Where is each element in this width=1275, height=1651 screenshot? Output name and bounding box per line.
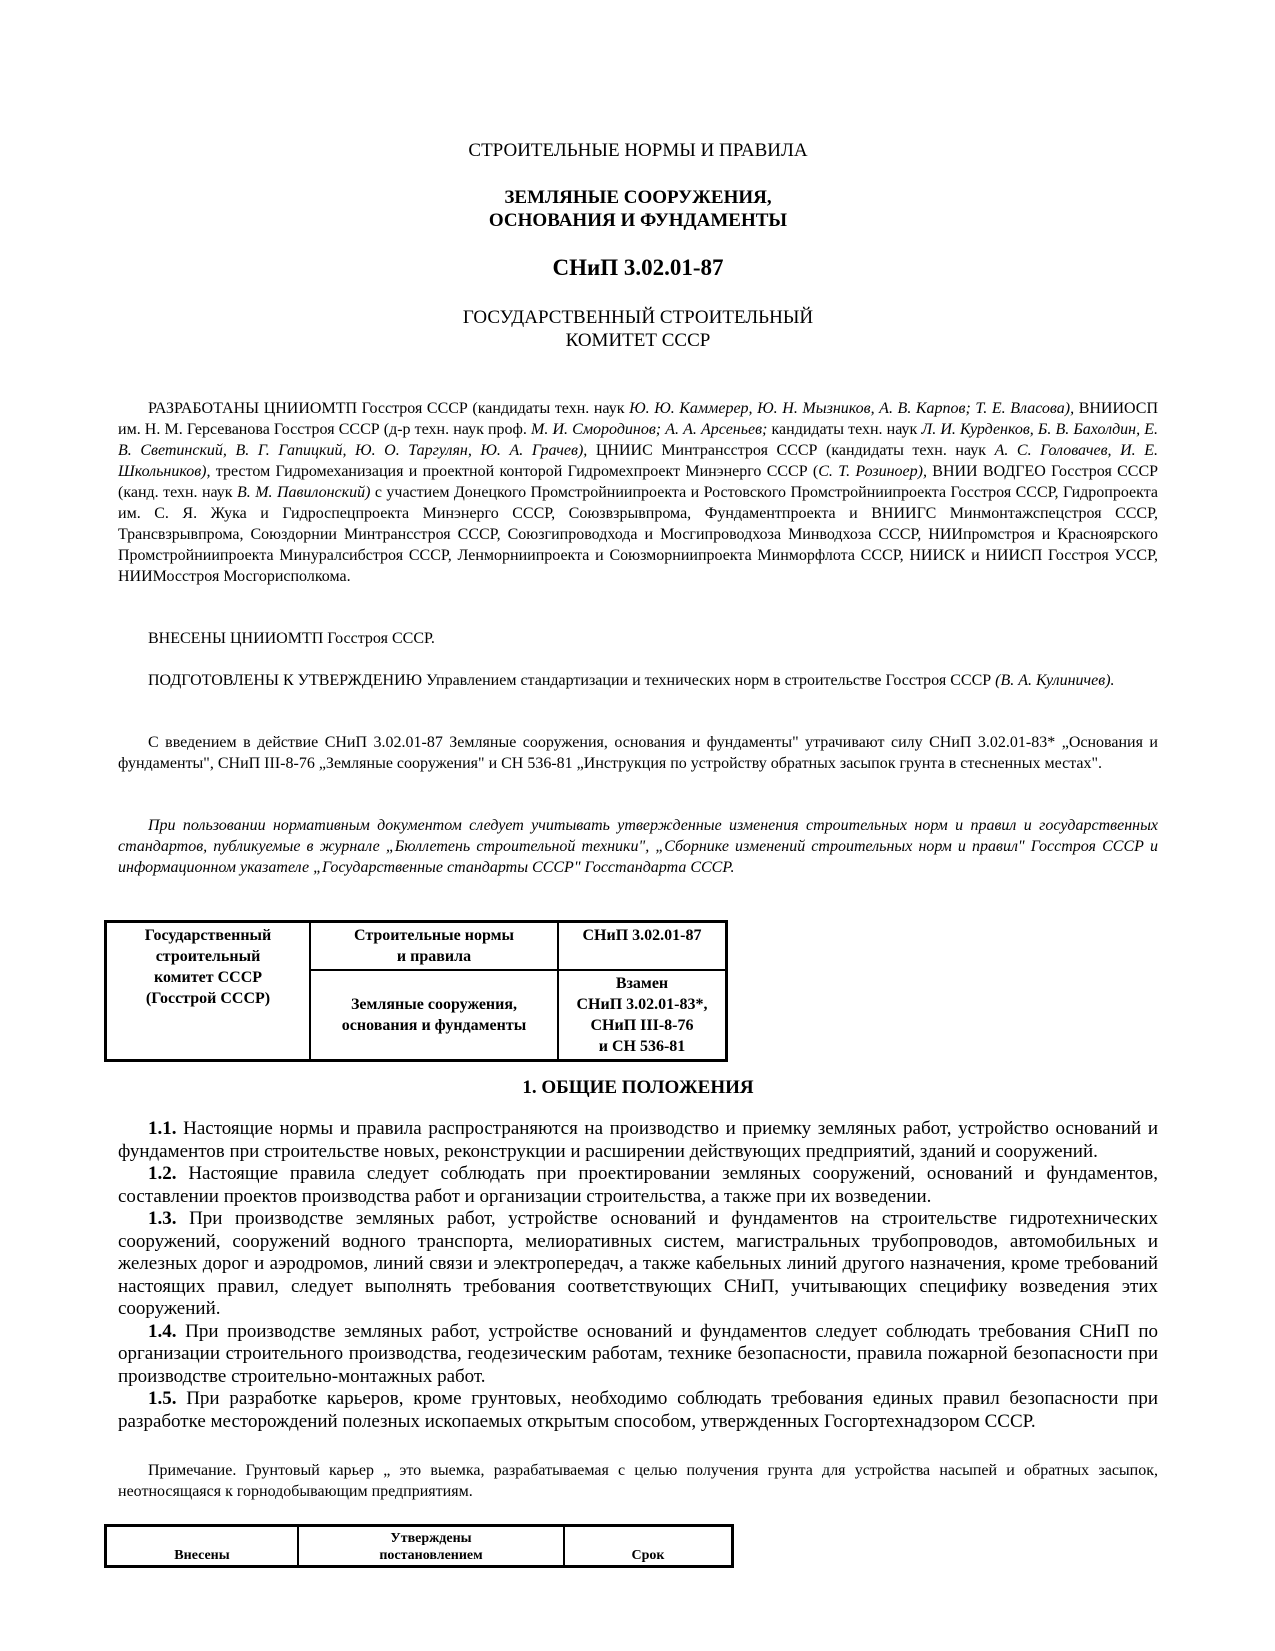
cell-line: и правила	[396, 948, 472, 965]
text-run: РАЗРАБОТАНЫ ЦНИИОМТП Госстроя СССР (кандидаты техн. наук	[148, 400, 630, 417]
prepared-by-paragraph	[118, 670, 1158, 691]
document-header-table	[104, 920, 728, 1062]
introduced-column: Внесены	[106, 1526, 299, 1567]
text-run: ПОДГОТОВЛЕНЫ К УТВЕРЖДЕНИЮ Управлением стандартизации и технических норм в строительстве Госстроя СССР	[148, 672, 996, 689]
text-run: с участием Донецкого Промстройниипроекта и Ростовского Промстройниипроекта Госстроя СССР, Гидропроекта им. С. Я. Жука и Гидроспецпроекта Минэнерго СССР, Союзвзрывпрома, Фундаментпроекта и ВНИИГС Минмонтажспецстроя СССР, Трансвзрывпрома, Союздорнии Минтрансстроя СССР, Союзгипроводхода и Мосгипроводхоза Минводхоза СССР, НИИпромстроя и Красноярского Промстройниипроекта Минуралсибстроя СССР, Ленморниипроекта и Союзморниипроекта Минморфлота СССР, НИИСК и НИИСП Госстроя УССР, НИИМосстроя Мосгорисполкома.	[118, 484, 1159, 585]
author-names: Л. И. Курденков, Б. В. Бахолдин, Е. В. Светинский, В. Г. Гапицкий, Ю. О. Таргулян, Ю. А. Грачев),	[118, 421, 1159, 459]
cell-line: СНиП 3.02.01-83*,	[576, 996, 708, 1013]
intro-paragraph: С введением в действие СНиП 3.02.01-87 Земляные сооружения, основания и фундаменты" утрачивают силу СНиП 3.02.01-83* „Основания и фундаменты", СНиП III-8-76 „Земляные сооружения" и СН 536-81 „Инструкция по устройству обратных засыпок грунта в стесненных местах".	[118, 734, 1158, 772]
doc-title-cell	[310, 970, 558, 1061]
clause-number: 1.3.	[148, 1208, 177, 1229]
cell-line: (Госстрой СССР)	[145, 990, 271, 1007]
clause-number: 1.2.	[148, 1163, 177, 1184]
text-run: кандидаты техн. наук	[767, 421, 922, 438]
developed-by-paragraph	[118, 398, 1158, 587]
cell-line: Строительные нормы	[354, 927, 514, 944]
cell-line: основания и фундаменты	[341, 1017, 527, 1034]
clause-text: При производстве земляных работ, устройстве оснований и фундаментов на строительстве гидротехнических сооружений, сооружений водного транспорта, мелиоративных систем, магистральных трубопроводов, автомобильных и железных дорог и аэродромов, линий связи и электропередач, а также кабельных линий другого назначения, кроме требований настоящих правил, следует выполнять требования соответствующих СНиП, учитывающих специфику возведения этих сооружений.	[118, 1208, 1158, 1319]
cell-line: Государственный	[144, 927, 272, 944]
document-title-line: ОСНОВАНИЯ И ФУНДАМЕНТЫ	[488, 210, 788, 231]
document-code: СНиП 3.02.01-87	[552, 255, 724, 280]
cell-line: постановлением	[379, 1548, 483, 1563]
clause-text: При производстве земляных работ, устройстве оснований и фундаментов следует соблюдать требования СНиП по организации строительного производства, геодезическим работам, технике безопасности, правила пожарной безопасности при производстве строительно-монтажных работ.	[118, 1320, 1158, 1387]
committee-title	[118, 306, 1158, 352]
author-names: М. И. Смородинов; А. А. Арсеньев;	[531, 421, 768, 438]
text-run: ЦНИИС Минтрансстроя СССР (кандидаты техн. наук	[587, 442, 995, 459]
clause	[118, 1208, 1158, 1321]
clause-text: Настоящие нормы и правила распространяются на производство и приемку земляных работ, устройство оснований и фундаментов при строительстве новых, реконструкции и расширении действующих предприятий, зданий и сооружений.	[118, 1118, 1158, 1162]
clause-number: 1.5.	[148, 1388, 177, 1409]
approved-column	[298, 1526, 564, 1567]
doc-type-cell	[310, 922, 558, 971]
cell-line: Земляные сооружения,	[350, 996, 518, 1013]
clause-number: 1.4.	[148, 1320, 177, 1342]
clause-number: 1.1.	[148, 1118, 177, 1139]
cell-line: СНиП III-8-76	[590, 1017, 694, 1034]
cell-line: Взамен	[615, 975, 669, 992]
cell-line: Утверждены	[390, 1531, 472, 1546]
document-title	[118, 186, 1158, 232]
text-run: ВНИИОСП им. Н. М. Герсеванова Госстроя СССР (д-р техн. наук проф.	[118, 400, 1159, 438]
author-names: А. С. Головачев, И. Е. Школьников),	[118, 442, 1158, 480]
note-paragraph: Примечание. Грунтовый карьер „ это выемка, разрабатываемая с целью получения грунта для устройства насыпей и обратных засыпок, неотносящаяся к горнодобывающим предприятиям.	[118, 1462, 1158, 1500]
clauses-list	[118, 1118, 1158, 1433]
text-run: трестом Гидромеханизация и проектной конторой Гидромехпроект Минэнерго СССР (	[210, 463, 819, 480]
author-names: С. Т. Розиноер),	[818, 463, 927, 480]
term-column: Срок	[564, 1526, 733, 1567]
section-heading: 1. ОБЩИЕ ПОЛОЖЕНИЯ	[522, 1077, 754, 1098]
clause	[118, 1163, 1158, 1208]
document-title-line: ЗЕМЛЯНЫЕ СООРУЖЕНИЯ,	[504, 187, 772, 208]
clause	[118, 1321, 1158, 1389]
author-names: В. М. Павилонский)	[237, 484, 371, 501]
clause-text: Настоящие правила следует соблюдать при проектировании земляных сооружений, оснований и фундаментов, составлении проектов производства работ и организации строительства, а также при их возведении.	[118, 1163, 1158, 1207]
cell-line: и СН 536-81	[598, 1038, 686, 1055]
committee-line: ГОСУДАРСТВЕННЫЙ СТРОИТЕЛЬНЫЙ	[462, 307, 814, 328]
clause	[118, 1388, 1158, 1433]
norms-title: СТРОИТЕЛЬНЫЕ НОРМЫ И ПРАВИЛА	[468, 140, 808, 161]
clause	[118, 1118, 1158, 1163]
cell-line: комитет СССР	[153, 969, 263, 986]
author-names: (В. А. Кулиничев).	[995, 672, 1115, 689]
committee-line: КОМИТЕТ СССР	[565, 330, 711, 351]
approval-footer-table	[104, 1524, 734, 1568]
author-names: Ю. Ю. Каммерер, Ю. Н. Мызников, А. В. Карпов; Т. Е. Власова),	[629, 400, 1075, 417]
replaces-cell	[558, 970, 727, 1061]
clause-text: При разработке карьеров, кроме грунтовых, необходимо соблюдать требования единых правил безопасности при разработке месторождений полезных ископаемых открытым способом, утвержденных Госгортехнадзором СССР.	[118, 1388, 1158, 1432]
code-cell: СНиП 3.02.01-87	[558, 922, 727, 971]
org-cell	[106, 922, 311, 1061]
text-run: ВНИИ ВОДГЕО Госстроя СССР (канд. техн. наук	[118, 463, 1159, 501]
usage-note-paragraph: При пользовании нормативным документом следует учитывать утвержденные изменения строительных норм и правил и государственных стандартов, публикуемые в журнале „Бюллетень строительной техники", „Сборнике изменений строительных норм и правил" Госстроя СССР и информационном указателе „Государственные стандарты СССР" Госстандарта СССР.	[118, 817, 1158, 876]
introduced-by-paragraph: ВНЕСЕНЫ ЦНИИОМТП Госстроя СССР.	[148, 630, 435, 647]
cell-line: строительный	[155, 948, 261, 965]
